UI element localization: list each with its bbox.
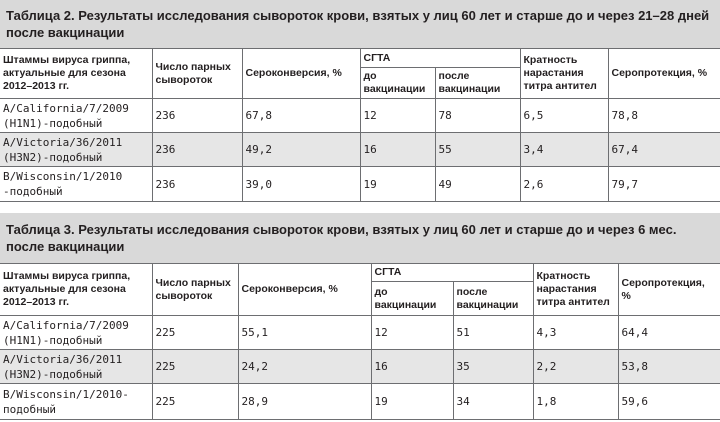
cell-fold: 1,8	[533, 384, 618, 420]
cell-after: 35	[453, 350, 533, 384]
cell-strain: A/Victoria/36/2011 (H3N2)-подобный	[0, 133, 152, 167]
cell-pairs: 225	[152, 350, 238, 384]
cell-strain: B/Wisconsin/1/2010-подобный	[0, 384, 152, 420]
cell-before: 12	[371, 316, 453, 350]
header-fold: Кратность нарастания титра антител	[520, 49, 608, 99]
table-row	[0, 167, 720, 202]
table-row	[0, 99, 720, 133]
cell-after: 34	[453, 384, 533, 420]
cell-seroconversion: 39,0	[242, 167, 360, 202]
header-before: до вакцинации	[360, 68, 435, 99]
header-seroconversion: Сероконверсия, %	[242, 49, 360, 99]
header-sgta: СГТА	[371, 264, 533, 282]
header-before: до вакцинации	[371, 282, 453, 316]
cell-seroprotection: 67,4	[608, 133, 720, 167]
cell-before: 16	[360, 133, 435, 167]
cell-pairs: 236	[152, 133, 242, 167]
cell-strain: A/California/7/2009 (H1N1)-подобный	[0, 99, 152, 133]
header-after: после вакцинации	[435, 68, 520, 99]
cell-seroprotection: 64,4	[618, 316, 720, 350]
cell-strain: A/Victoria/36/2011 (H3N2)-подобный	[0, 350, 152, 384]
table-2	[0, 48, 720, 202]
cell-fold: 2,2	[533, 350, 618, 384]
cell-after: 78	[435, 99, 520, 133]
cell-fold: 4,3	[533, 316, 618, 350]
cell-pairs: 225	[152, 316, 238, 350]
cell-pairs: 236	[152, 99, 242, 133]
cell-seroprotection: 53,8	[618, 350, 720, 384]
cell-seroconversion: 49,2	[242, 133, 360, 167]
cell-fold: 6,5	[520, 99, 608, 133]
cell-strain: A/California/7/2009 (H1N1)-подобный	[0, 316, 152, 350]
cell-pairs: 236	[152, 167, 242, 202]
table-2-caption: Таблица 2. Результаты исследования сывороток крови, взятых у лиц 60 лет и старше до и через 21–28 дней после вакцинации	[0, 0, 720, 48]
cell-seroconversion: 67,8	[242, 99, 360, 133]
table-3-block	[0, 213, 720, 420]
header-strain: Штаммы вируса гриппа, актуальные для сезона 2012–2013 гг.	[0, 49, 152, 99]
cell-seroprotection: 79,7	[608, 167, 720, 202]
header-fold: Кратность нарастания титра антител	[533, 264, 618, 316]
cell-seroconversion: 55,1	[238, 316, 371, 350]
header-seroprotection: Серопротекция, %	[608, 49, 720, 99]
cell-after: 49	[435, 167, 520, 202]
cell-seroconversion: 24,2	[238, 350, 371, 384]
cell-seroprotection: 59,6	[618, 384, 720, 420]
cell-before: 19	[371, 384, 453, 420]
cell-fold: 2,6	[520, 167, 608, 202]
header-strain: Штаммы вируса гриппа, актуальные для сезона 2012–2013 гг.	[0, 264, 152, 316]
header-sgta: СГТА	[360, 49, 520, 68]
header-pairs: Число парных сывороток	[152, 49, 242, 99]
table-row	[0, 316, 720, 350]
table-row	[0, 350, 720, 384]
table-row	[0, 133, 720, 167]
cell-seroconversion: 28,9	[238, 384, 371, 420]
cell-before: 19	[360, 167, 435, 202]
table-3-caption: Таблица 3. Результаты исследования сывороток крови, взятых у лиц 60 лет и старше до и через 6 мес. после вакцинации	[0, 213, 720, 263]
cell-fold: 3,4	[520, 133, 608, 167]
cell-after: 55	[435, 133, 520, 167]
table-row	[0, 384, 720, 420]
table-3	[0, 263, 720, 420]
cell-seroprotection: 78,8	[608, 99, 720, 133]
header-seroconversion: Сероконверсия, %	[238, 264, 371, 316]
header-pairs: Число парных сывороток	[152, 264, 238, 316]
cell-before: 12	[360, 99, 435, 133]
header-after: после вакцинации	[453, 282, 533, 316]
table-2-block	[0, 0, 720, 202]
cell-before: 16	[371, 350, 453, 384]
cell-after: 51	[453, 316, 533, 350]
header-seroprotection: Серопротекция, %	[618, 264, 720, 316]
cell-strain: B/Wisconsin/1/2010 -подобный	[0, 167, 152, 202]
cell-pairs: 225	[152, 384, 238, 420]
